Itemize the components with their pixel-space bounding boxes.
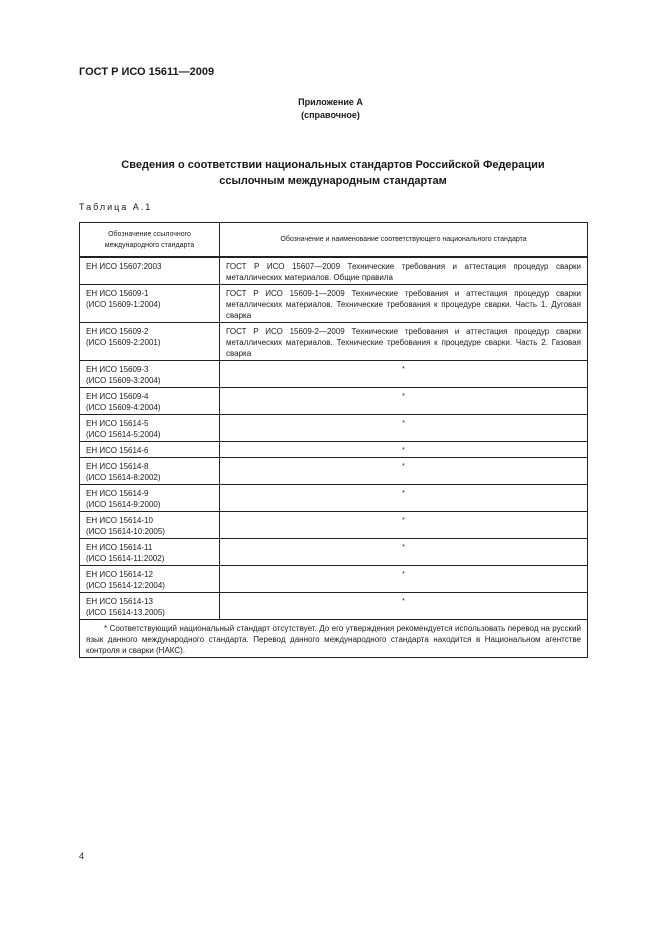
footnote-marker: * — [220, 539, 588, 566]
intl-code: ЕН ИСО 15614-10 — [86, 516, 153, 525]
intl-standard-cell — [80, 566, 220, 593]
footnote-marker: * — [220, 512, 588, 539]
iso-code: (ИСО 15614-8:2002) — [86, 473, 161, 482]
page-number: 4 — [79, 851, 85, 861]
intl-code: ЕН ИСО 15614-6 — [86, 446, 149, 455]
heading-line-2: ссылочным международным стандартам — [219, 175, 447, 187]
footnote-marker: * — [220, 566, 588, 593]
intl-code: ЕН ИСО 15614-8 — [86, 462, 149, 471]
intl-standard-cell — [80, 539, 220, 566]
national-standard-cell: ГОСТ Р ИСО 15609-2—2009 Технические требования и аттестация процедур сварки металлических материалов. Технические требования к процедуре сварки. Часть 2. Газовая сварка — [220, 323, 588, 361]
table-row — [80, 485, 588, 512]
intl-standard-cell — [80, 415, 220, 442]
intl-standard-cell — [80, 361, 220, 388]
intl-code: ЕН ИСО 15609-1 — [86, 289, 149, 298]
header-national-standard: Обозначение и наименование соответствующего национального стандарта — [220, 223, 588, 258]
heading-line-1: Сведения о соответствии национальных стандартов Российской Федерации — [121, 159, 545, 171]
iso-code: (ИСО 15609-2:2001) — [86, 338, 161, 347]
table-row — [80, 388, 588, 415]
iso-code: (ИСО 15614-12:2004) — [86, 581, 165, 590]
intl-code: ЕН ИСО 15614-5 — [86, 419, 149, 428]
table-row — [80, 415, 588, 442]
footnote-marker: * — [220, 388, 588, 415]
header-col1-line1: Обозначение ссылочного — [108, 230, 191, 238]
intl-standard-cell — [80, 442, 220, 458]
iso-code: (ИСО 15609-3:2004) — [86, 376, 161, 385]
correspondence-table — [79, 222, 588, 658]
intl-code: ЕН ИСО 15614-9 — [86, 489, 149, 498]
intl-standard-cell — [80, 388, 220, 415]
table-footnote-row — [80, 620, 588, 658]
intl-code: ЕН ИСО 15607:2003 — [86, 262, 162, 271]
table-row — [80, 539, 588, 566]
header-col1-line2: международного стандарта — [104, 241, 195, 249]
table-label: Таблица А.1 — [79, 202, 153, 212]
table-row — [80, 458, 588, 485]
intl-standard-cell — [80, 285, 220, 323]
footnote-marker: * — [220, 458, 588, 485]
table-row — [80, 512, 588, 539]
intl-code: ЕН ИСО 15614-11 — [86, 543, 153, 552]
footnote-marker: * — [220, 361, 588, 388]
section-heading — [79, 157, 587, 189]
iso-code: (ИСО 15614-5:2004) — [86, 430, 161, 439]
intl-standard-cell — [80, 485, 220, 512]
table-row — [80, 566, 588, 593]
intl-standard-cell — [80, 323, 220, 361]
table-row — [80, 257, 588, 285]
table-row — [80, 593, 588, 620]
iso-code: (ИСО 15614-11:2002) — [86, 554, 165, 563]
intl-code: ЕН ИСО 15614-12 — [86, 570, 153, 579]
iso-code: (ИСО 15614-13.2005) — [86, 608, 165, 617]
intl-code: ЕН ИСО 15609-3 — [86, 365, 149, 374]
intl-standard-cell — [80, 257, 220, 285]
footnote-marker: * — [220, 442, 588, 458]
iso-code: (ИСО 15614-10:2005) — [86, 527, 165, 536]
intl-code: ЕН ИСО 15614-13 — [86, 597, 153, 606]
footnote-marker: * — [220, 485, 588, 512]
intl-standard-cell — [80, 593, 220, 620]
national-standard-cell: ГОСТ Р ИСО 15607—2009 Технические требования и аттестация процедур сварки металлических материалов. Общие правила — [220, 257, 588, 285]
intl-standard-cell — [80, 512, 220, 539]
national-standard-cell: ГОСТ Р ИСО 15609-1—2009 Технические требования и аттестация процедур сварки металлических материалов. Технические требования к процедуре сварки. Часть 1. Дуговая сварка — [220, 285, 588, 323]
document-code: ГОСТ Р ИСО 15611—2009 — [79, 66, 215, 78]
annex-type: (справочное) — [301, 110, 360, 120]
table-footnote: * Соответствующий национальный стандарт отсутствует. До его утверждения рекомендуется использовать перевод на русский язык данного международного стандарта. Перевод данного международного стандарта находится в Национальном агентстве контроля и сварки (НАКС). — [80, 620, 588, 658]
intl-code: ЕН ИСО 15609-2 — [86, 327, 149, 336]
table-row — [80, 323, 588, 361]
footnote-marker: * — [220, 593, 588, 620]
intl-code: ЕН ИСО 15609-4 — [86, 392, 149, 401]
intl-standard-cell — [80, 458, 220, 485]
table-row — [80, 442, 588, 458]
annex-title: Приложение А — [298, 97, 363, 107]
header-international-standard — [80, 223, 220, 258]
iso-code: (ИСО 15609-1:2004) — [86, 300, 161, 309]
iso-code: (ИСО 15609-4:2004) — [86, 403, 161, 412]
iso-code: (ИСО 15614-9:2000) — [86, 500, 161, 509]
table-row — [80, 361, 588, 388]
table-row — [80, 285, 588, 323]
footnote-marker: * — [220, 415, 588, 442]
table-header-row — [80, 223, 588, 258]
